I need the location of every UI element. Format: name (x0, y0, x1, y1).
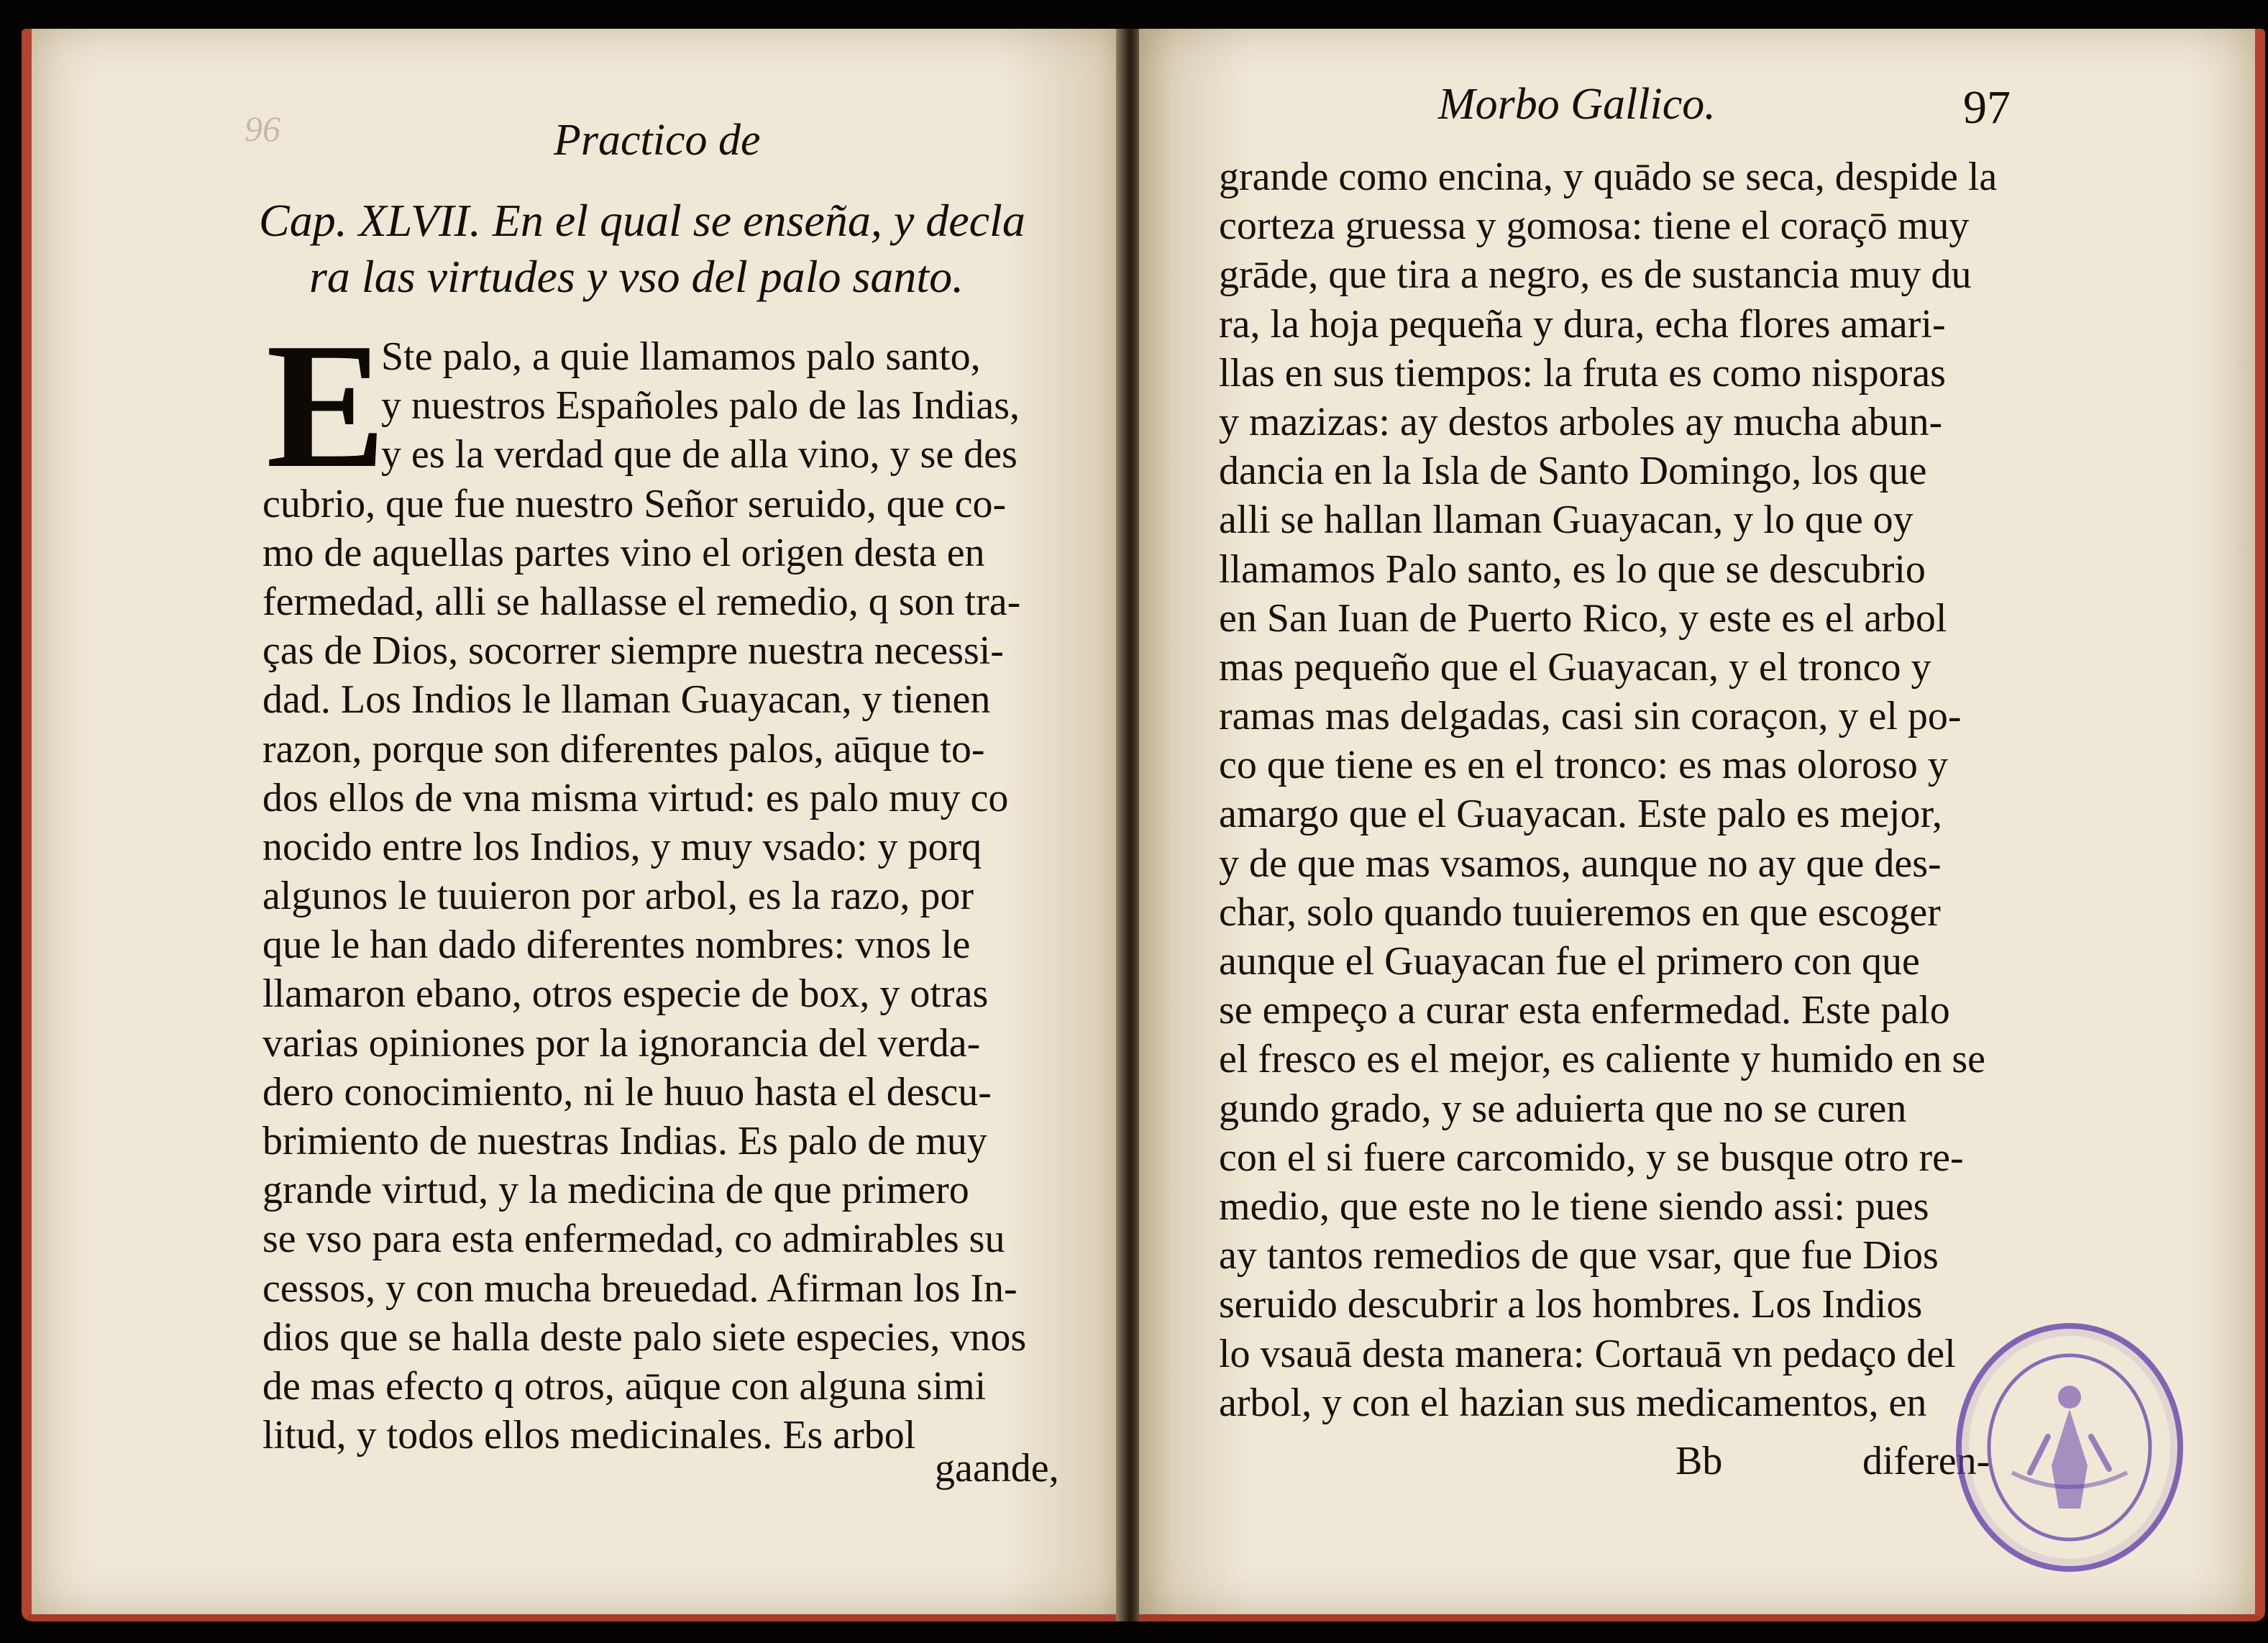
text-line: cubrio, que fue nuestro Señor seruido, que co- (262, 481, 1007, 526)
text-line: ra, la hoja pequeña y dura, echa flores amari- (1219, 301, 1946, 347)
right-running-head: Morbo Gallico. (1438, 80, 1716, 129)
text-line: medio, que este no le tiene siendo assi: pues (1219, 1184, 1929, 1229)
text-line: ramas mas delgadas, casi sin coraçon, y el po- (1219, 694, 1962, 739)
text-line: litud, y todos ellos medicinales. Es arbol (262, 1413, 916, 1458)
left-catchword: gaande, (935, 1446, 1059, 1491)
text-line: varias opiniones por la ignorancia del verda- (262, 1020, 981, 1066)
text-line: y es la verdad que de alla vino, y se des (381, 432, 1018, 477)
text-line: se vso para esta enfermedad, co admirables su (262, 1217, 1005, 1262)
text-line: y de que mas vsamos, aunque no ay que des- (1219, 841, 1942, 886)
signature-mark: Bb (1675, 1439, 1723, 1483)
text-line: llamaron ebano, otros especie de box, y otras (262, 971, 989, 1017)
text-line: con el si fuere carcomido, y se busque otro re- (1219, 1135, 1964, 1180)
text-line: en San Iuan de Puerto Rico, y este es el arbol (1219, 595, 1947, 641)
text-line: dero conocimiento, ni le huuo hasta el descu- (262, 1069, 992, 1115)
text-line: que le han dado diferentes nombres: vnos le (262, 923, 971, 968)
drop-capital: E (266, 306, 386, 505)
text-line: razon, porque son diferentes palos, aūque to- (262, 726, 985, 772)
text-line: llamamos Palo santo, es lo que se descubrio (1219, 546, 1926, 592)
chapter-title-line-2: ra las virtudes y vso del palo santo. (309, 251, 964, 302)
stamp-emblem-icon (1962, 1329, 2177, 1566)
text-line: gundo grado, y se aduierta que no se curen (1219, 1086, 1907, 1131)
text-line: llas en sus tiempos: la fruta es como nisporas (1219, 350, 1946, 395)
chapter-title (259, 193, 1079, 305)
right-body-text (1219, 152, 2024, 1427)
text-line: y mazizas: ay destos arboles ay mucha abun- (1219, 399, 1943, 444)
text-line: brimiento de nuestras Indias. Es palo de muy (262, 1119, 987, 1163)
chapter-title-line-1: Cap. XLVII. En el qual se enseña, y decla (259, 195, 1025, 246)
text-line: dios que se halla deste palo siete especies, vnos (262, 1314, 1027, 1360)
text-line: algunos le tuuieron por arbol, es la razo, por (262, 874, 974, 919)
text-line: dad. Los Indios le llaman Guayacan, y tienen (262, 677, 991, 723)
text-line: fermedad, alli se hallasse el remedio, q son tra- (262, 579, 1021, 624)
left-running-head: Practico de (554, 116, 761, 165)
text-line: mo de aquellas partes vino el origen desta en (262, 530, 985, 575)
left-body-text (262, 306, 1075, 1460)
text-line: cessos, y con mucha breuedad. Afirman los In- (262, 1266, 1018, 1311)
text-line: se empeço a curar esta enfermedad. Este palo (1219, 988, 1950, 1033)
text-line: aunque el Guayacan fue el primero con que (1219, 939, 1920, 984)
text-line: char, solo quando tuuieremos en que escoger (1219, 889, 1941, 935)
text-line: corteza gruessa y gomosa: tiene el coraçō muy (1219, 203, 1970, 249)
text-line: grande como encina, y quādo se seca, despide la (1219, 155, 1998, 199)
text-line: Ste palo, a quie llamamos palo santo, (381, 334, 981, 379)
text-line: ças de Dios, socorrer siempre nuestra necessi- (262, 628, 1004, 674)
text-line: dos ellos de vna misma virtud: es palo muy co (262, 775, 1009, 820)
text-line: grāde, que tira a negro, es de sustancia muy du (1219, 252, 1972, 298)
text-line: co que tiene es en el tronco: es mas oloroso y (1219, 743, 1948, 788)
right-catchword: diferen- (1862, 1439, 1990, 1483)
text-line: amargo que el Guayacan. Este palo es mejor, (1219, 792, 1942, 837)
text-line: seruido descubrir a los hombres. Los Indios (1219, 1282, 1923, 1327)
text-line: y nuestros Españoles palo de las Indias, (381, 383, 1020, 429)
text-line: arbol, y con el hazian sus medicamentos, en (1219, 1380, 1927, 1425)
ghost-folio: 96 (244, 109, 280, 149)
text-line: lo vsauā desta manera: Cortauā vn pedaço del (1219, 1331, 1956, 1376)
text-line: el fresco es el mejor, es caliente y humido en se (1219, 1037, 1986, 1082)
text-line: dancia en la Isla de Santo Domingo, los que (1219, 449, 1927, 494)
text-line: ay tantos remedios de que vsar, que fue Dios (1219, 1233, 1939, 1278)
text-line: alli se hallan llaman Guayacan, y lo que oy (1219, 498, 1913, 543)
text-line: mas pequeño que el Guayacan, y el tronco y (1219, 644, 1931, 690)
text-line: nocido entre los Indios, y muy vsado: y porq (262, 824, 982, 869)
library-stamp (1956, 1323, 2183, 1572)
text-line: grande virtud, y la medicina de que primero (262, 1168, 969, 1213)
text-line: de mas efecto q otros, aūque con alguna simi (262, 1363, 987, 1409)
page-number: 97 (1963, 81, 2011, 134)
